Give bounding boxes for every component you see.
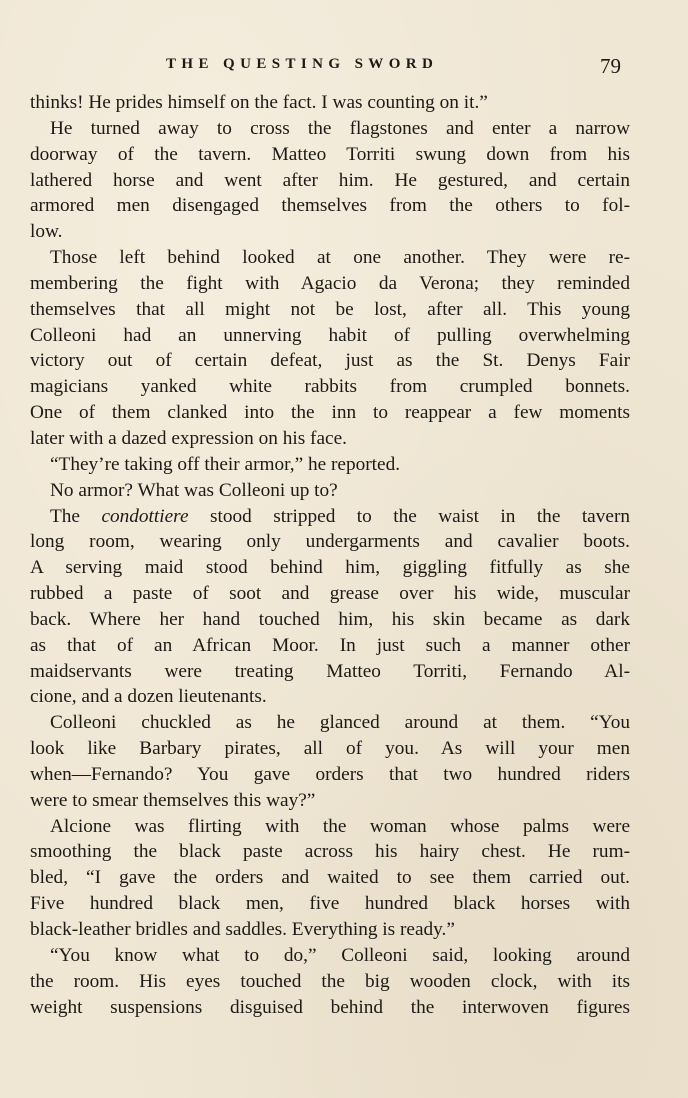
text-line: Those left behind looked at one another. They were re- <box>50 247 630 269</box>
text-line: cione, and a dozen lieutenants. <box>30 686 267 708</box>
italic-term: condottiere <box>101 505 189 527</box>
text-line <box>30 504 630 530</box>
text-line: One of them clanked into the inn to reappear a few moments <box>30 402 630 424</box>
body-text <box>30 90 630 1020</box>
text-line: low. <box>30 221 63 243</box>
text-line: back. Where her hand touched him, his skin became as dark <box>30 608 630 630</box>
text-line: smoothing the black paste across his hairy chest. He rum- <box>30 841 630 863</box>
text-line: Colleoni had an unnerving habit of pulling overwhelming <box>30 324 630 346</box>
text-line: thinks! He prides himself on the fact. I was counting on it.” <box>30 92 488 113</box>
text-line: Five hundred black men, five hundred black horses with <box>30 893 630 915</box>
running-header-title: THE QUESTING SWORD <box>166 56 439 72</box>
text-line: were to smear themselves this way?” <box>30 789 316 811</box>
text-segment: The <box>50 505 102 527</box>
text-line: doorway of the tavern. Matteo Torriti swung down from his <box>30 143 630 165</box>
text-line: membering the fight with Agacio da Verona; they reminded <box>30 272 630 294</box>
text-line: maidservants were treating Matteo Torriti, Fernando Al- <box>30 660 630 682</box>
text-line: bled, “I gave the orders and waited to see them carried out. <box>30 867 630 889</box>
text-line: when—Fernando? You gave orders that two hundred riders <box>30 763 630 785</box>
text-line: long room, wearing only undergarments and cavalier boots. <box>30 531 630 553</box>
text-line: victory out of certain defeat, just as the St. Denys Fair <box>30 350 630 372</box>
text-line: look like Barbary pirates, all of you. As will your men <box>30 738 630 760</box>
text-line: lathered horse and went after him. He gestured, and certain <box>30 169 630 191</box>
text-line: weight suspensions disguised behind the interwoven figures <box>30 996 630 1018</box>
text-line: later with a dazed expression on his face. <box>30 427 347 449</box>
text-line: He turned away to cross the flagstones and enter a narrow <box>50 117 630 139</box>
text-line: “You know what to do,” Colleoni said, looking around <box>50 944 630 966</box>
text-line: magicians yanked white rabbits from crumpled bonnets. <box>30 376 630 398</box>
text-line: Colleoni chuckled as he glanced around at them. “You <box>50 712 630 734</box>
text-line: themselves that all might not be lost, after all. This young <box>30 298 630 320</box>
text-line: as that of an African Moor. In just such a manner other <box>30 634 630 656</box>
text-line: No armor? What was Colleoni up to? <box>50 479 338 501</box>
page-number: 79 <box>600 54 621 78</box>
text-line: “They’re taking off their armor,” he reported. <box>50 453 401 475</box>
text-line: the room. His eyes touched the big wooden clock, with its <box>30 970 630 992</box>
text-line: armored men disengaged themselves from the others to fol- <box>30 195 630 217</box>
text-line: Alcione was flirting with the woman whose palms were <box>50 815 630 837</box>
text-line: A serving maid stood behind him, giggling fitfully as she <box>30 557 630 579</box>
text-line: black-leather bridles and saddles. Everything is ready.” <box>30 919 455 940</box>
text-line: rubbed a paste of soot and grease over his wide, muscular <box>30 583 630 605</box>
text-segment: stood stripped to the waist in the tavern <box>188 505 631 527</box>
